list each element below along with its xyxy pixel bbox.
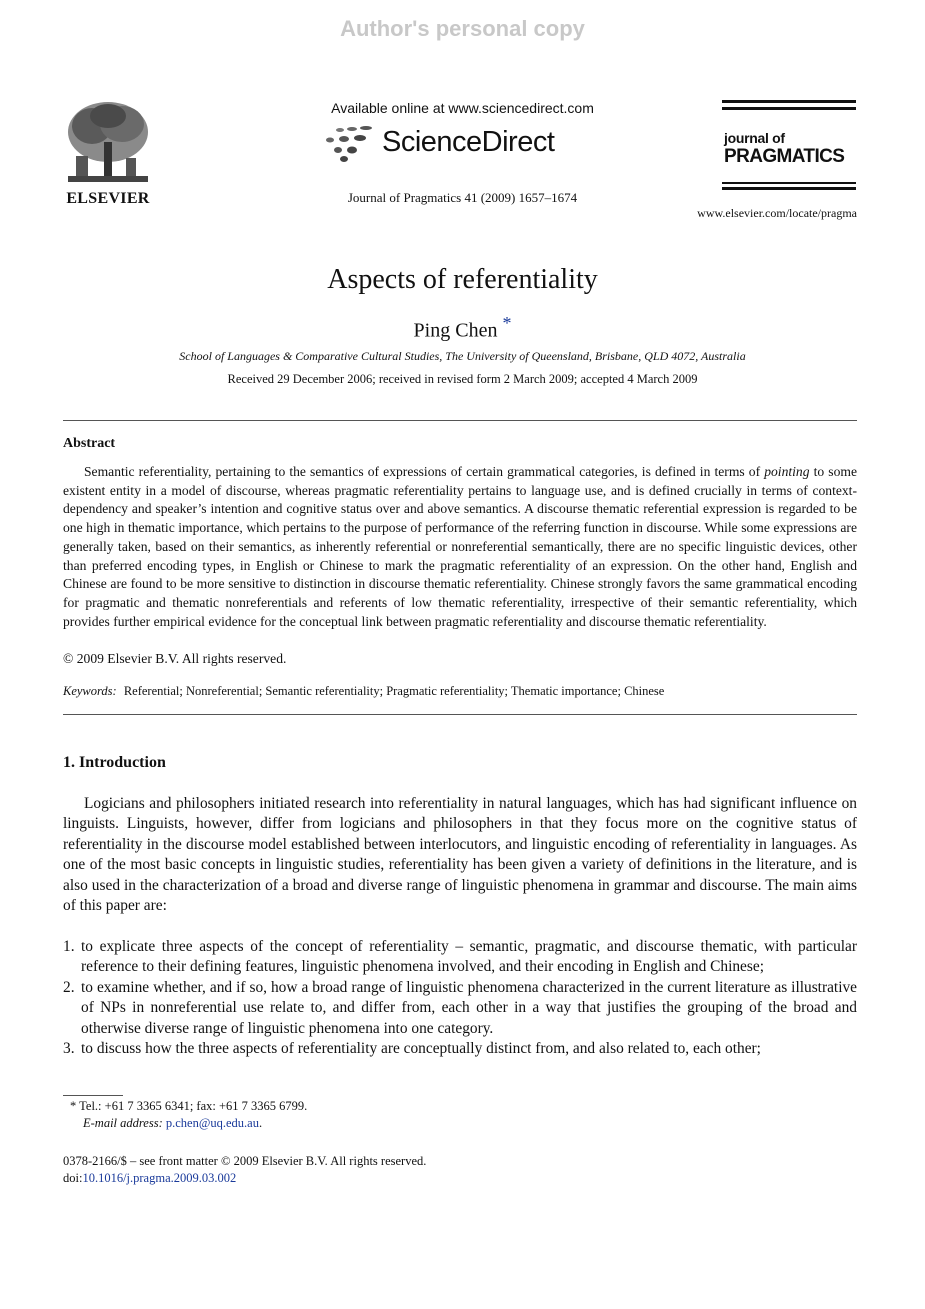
logo-rule [722, 187, 856, 190]
list-number: 1. [63, 938, 75, 955]
doi-label: doi: [63, 1171, 83, 1185]
aims-list [63, 937, 857, 1059]
doi-line [63, 1171, 236, 1186]
logo-rule [722, 182, 856, 184]
list-text: to examine whether, and if so, how a broad range of linguistic phenomena characterized in the current literature as illustrative of NPs in nonreferential use relate to, and differ from, each other in a way that justifies the grouping of the broad and otherwise diverse range of linguistic phenomena into one category. [81, 978, 857, 1037]
journal-reference: Journal of Pragmatics 41 (2009) 1657–1674 [347, 190, 578, 205]
email-link[interactable]: p.chen@uq.edu.au [165, 1116, 259, 1130]
divider [63, 420, 857, 421]
footnote-rule [63, 1095, 123, 1096]
journal-logo-small: journal of [724, 130, 785, 146]
list-number: 2. [63, 978, 75, 996]
journal-logo [722, 100, 856, 190]
elsevier-wordmark: ELSEVIER [66, 190, 150, 207]
list-text: to discuss how the three aspects of referentiality are conceptually distinct from, and also related to, each other; [81, 1040, 761, 1058]
divider [63, 714, 857, 715]
logo-rule [722, 100, 856, 103]
author-footnote-mark[interactable]: * [502, 313, 512, 333]
abstract-paragraph: Semantic referentiality, pertaining to the semantics of expressions of certain grammatical categories, is defined in terms of pointing to some existent entity in a model of discourse, whereas pragmatic referentiality pertains to language use, and is defined crucially in terms of context-dependency and speaker’s intention and cognitive status over and above semantics. A discourse thematic referential expression is regarded to be one high in thematic importance, which pertains to the purpose of performance of the referring function in discourse. While some expressions are generally taken, based on their semantics, as inherently referential or nonreferential semantically, there are no specific linguistic devices, other than preferred encoding types, in English or Chinese to mark the pragmatic referentiality of an expression. On the other hand, English and Chinese are found to be more sensitive to distinction in discourse thematic referentiality. Chinese strongly favors the same grammatical encoding for pragmatic and thematic nonreferentials and referents of low thematic referentiality, irrespective of their semantic referentiality, which provides further empirical evidence for the conceptual link between pragmatic referentiality and discourse thematic referentiality. [63, 464, 857, 629]
affiliation: School of Languages & Comparative Cultural Studies, The University of Queensland, Brisbane, QLD 4072, Australia [179, 349, 746, 363]
keywords-label: Keywords: [63, 684, 117, 698]
list-item [63, 1039, 857, 1059]
sciencedirect-logo [322, 126, 562, 164]
author-line [0, 313, 925, 343]
watermark: Author's personal copy [340, 16, 585, 41]
footnote-contact: * Tel.: +61 7 3365 6341; fax: +61 7 3365 6799. [70, 1099, 308, 1113]
abstract-italic-term: pointing [764, 464, 810, 479]
abstract-heading: Abstract [63, 436, 116, 451]
section-heading: 1. Introduction [63, 754, 166, 771]
intro-body [63, 794, 857, 916]
list-number: 3. [63, 1040, 75, 1058]
sciencedirect-dots-icon [322, 126, 380, 162]
sciencedirect-wordmark: ScienceDirect [382, 126, 555, 158]
keywords [63, 684, 664, 699]
footnote-email: E-mail address: p.chen@uq.edu.au. [83, 1116, 263, 1130]
logo-rule [722, 107, 856, 110]
author-name: Ping Chen [413, 319, 498, 342]
intro-paragraph: Logicians and philosophers initiated research into referentiality in natural languages, which has had significant influence on linguists. Linguists, however, differ from logicians and philosophers in that they focus more on the cognitive status of referentiality in the discourse model established between interlocutors, and linguistic encoding of referentiality in languages. As one of the most basic concepts in linguistic studies, referentiality has been given a variety of definitions in the literature, and is also used in the characterization of a broad and diverse range of linguistic phenomena in grammar and discourse. The main aims of this paper are: [63, 795, 857, 915]
list-item [63, 937, 857, 978]
list-item [63, 978, 857, 1039]
received-dates: Received 29 December 2006; received in revised form 2 March 2009; accepted 4 March 2009 [227, 372, 698, 386]
journal-logo-big: PRAGMATICS [724, 146, 845, 167]
journal-url[interactable]: www.elsevier.com/locate/pragma [697, 206, 857, 220]
doi-link[interactable]: 10.1016/j.pragma.2009.03.002 [82, 1171, 237, 1185]
abstract-body [63, 463, 857, 631]
available-online: Available online at www.sciencedirect.com [331, 100, 594, 116]
list-text: to explicate three aspects of the concept of referentiality – semantic, pragmatic, and discourse thematic, with particular reference to their defining features, linguistic phenomena involved, and their encoding in English and Chinese; [81, 938, 857, 976]
issn-line: 0378-2166/$ – see front matter © 2009 Elsevier B.V. All rights reserved. [63, 1154, 427, 1168]
abstract-copyright: © 2009 Elsevier B.V. All rights reserved. [63, 651, 287, 666]
keywords-list: Referential; Nonreferential; Semantic referentiality; Pragmatic referentiality; Thematic importance; Chinese [123, 684, 665, 698]
article-title: Aspects of referentiality [327, 264, 598, 295]
email-label: E-mail address: [83, 1116, 163, 1130]
